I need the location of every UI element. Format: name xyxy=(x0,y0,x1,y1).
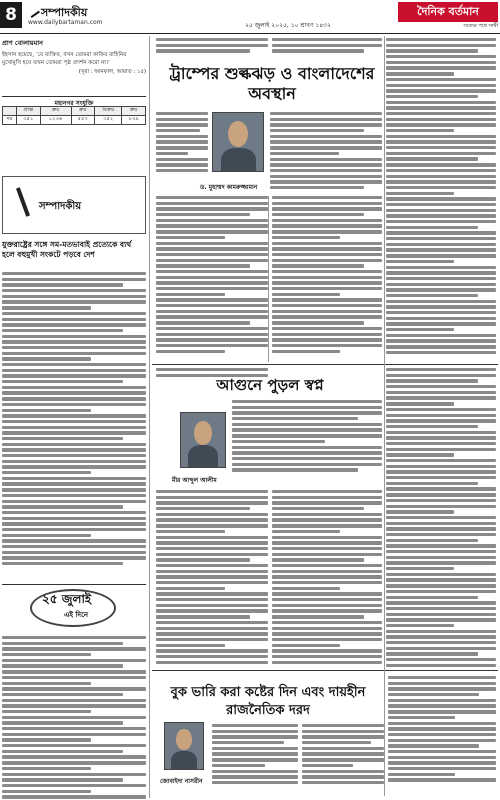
newspaper-logo[interactable] xyxy=(398,2,498,30)
quote-source: (সূরা : আনফাল, আয়াত : ১৫) xyxy=(78,69,146,75)
article2-body-b xyxy=(232,400,382,474)
article1-body-b xyxy=(270,112,382,192)
rates-row xyxy=(3,116,146,125)
rates-table xyxy=(2,106,146,125)
quote-title: প্রাণ বোলায়মান xyxy=(2,39,44,47)
rates-cell: ৮৩৯ xyxy=(122,116,146,125)
rates-corner xyxy=(3,107,17,116)
article1-lead-col1 xyxy=(156,38,268,55)
column-divider xyxy=(384,36,385,796)
author-photo-3 xyxy=(164,722,204,770)
rates-cell: ৫৫৭ xyxy=(71,116,95,125)
rates-header: ক্রয় xyxy=(40,107,71,116)
section-divider xyxy=(152,364,498,365)
rates-header: ক্রয় xyxy=(71,107,95,116)
article3-body-c xyxy=(388,676,496,784)
rates-cell: ১২৩৬ xyxy=(40,116,71,125)
article2-body-right xyxy=(386,368,496,669)
quote-text: ইহসান হয়েছে, ‘যে ব্যক্তির, বখন তোমরা কাফির বাহিনির মুখোমুখি হবে তখন তোমরা পৃষ্ঠ প্রদর্শন করো না।’ xyxy=(2,52,127,66)
article1-body-a xyxy=(156,112,208,175)
column-divider xyxy=(268,196,269,362)
rates-header: বিক্রয় xyxy=(95,107,122,116)
section-label: সম্পাদকীয় xyxy=(41,6,88,19)
rates-cell: ৩৫১ xyxy=(17,116,41,125)
this-day-box xyxy=(2,584,146,632)
rates-cell: ৩৫২ xyxy=(95,116,122,125)
article3-author: জোবাইদা নাসরীন xyxy=(160,778,203,785)
article3-body-a xyxy=(212,724,298,787)
rates-header-row xyxy=(3,107,146,116)
author-photo-1 xyxy=(212,112,264,172)
this-day-list xyxy=(2,636,146,800)
article2-headline[interactable]: আগুনে পুড়ল স্বপ্ন xyxy=(216,376,324,394)
issue-date: ২৫ জুলাই ২০২৫, ১০ শ্রাবণ ১৪৩২ xyxy=(245,22,331,29)
website-url[interactable]: www.dailybartaman.com xyxy=(28,19,103,26)
rates-header: ক্রয় xyxy=(122,107,146,116)
masthead xyxy=(0,0,500,34)
article3-body-b xyxy=(302,724,384,787)
day-date: ২৫ জুলাই xyxy=(42,592,92,606)
pen-icon xyxy=(26,4,40,18)
rates-row-label: দর xyxy=(3,116,17,125)
logo-text: দৈনিক বর্তমান xyxy=(398,2,498,22)
article2-body-c xyxy=(156,490,268,666)
section-divider xyxy=(152,670,498,671)
fountain-pen-icon xyxy=(13,187,33,223)
article1-lead-col2 xyxy=(272,38,382,55)
rates-title: মহানগর সংযুক্তি xyxy=(2,96,146,109)
article2-author: মীর আব্দুল আলীম xyxy=(172,477,217,484)
left-column xyxy=(2,36,150,798)
article2-body-d xyxy=(272,490,382,666)
page-number: 8 xyxy=(0,2,22,28)
logo-tagline: সত্যের পথে সাথী xyxy=(463,23,498,29)
article1-body-c xyxy=(156,196,268,355)
article1-headline[interactable]: ট্রাম্পের শুল্কঝড় ও বাংলাদেশের অবস্থান xyxy=(169,64,375,103)
article1-author: ড. মুহাম্মদ কামরুজ্জামান xyxy=(200,184,258,191)
author-photo-2 xyxy=(180,412,226,468)
article1-lead-col3 xyxy=(386,38,496,357)
editorial-badge-label: সম্পাদকীয় xyxy=(39,201,82,212)
editorial-body xyxy=(2,272,146,568)
article1-body-d xyxy=(272,196,382,355)
editorial-headline[interactable]: যুক্তরাষ্ট্রের সঙ্গে সম-মতভাবাই প্রত্যেকে ব্যর্থ হলে বহুমুখী সংকটে পড়বে দেশ xyxy=(2,240,132,259)
rates-header: প্রাপ্ত xyxy=(17,107,41,116)
editorial-badge xyxy=(2,176,146,234)
day-label: এই দিনে xyxy=(64,611,89,619)
article3-headline[interactable]: বুক ভারি করা কষ্টের দিন এবং দায়হীন রাজনৈতিক দরদ xyxy=(170,685,366,718)
